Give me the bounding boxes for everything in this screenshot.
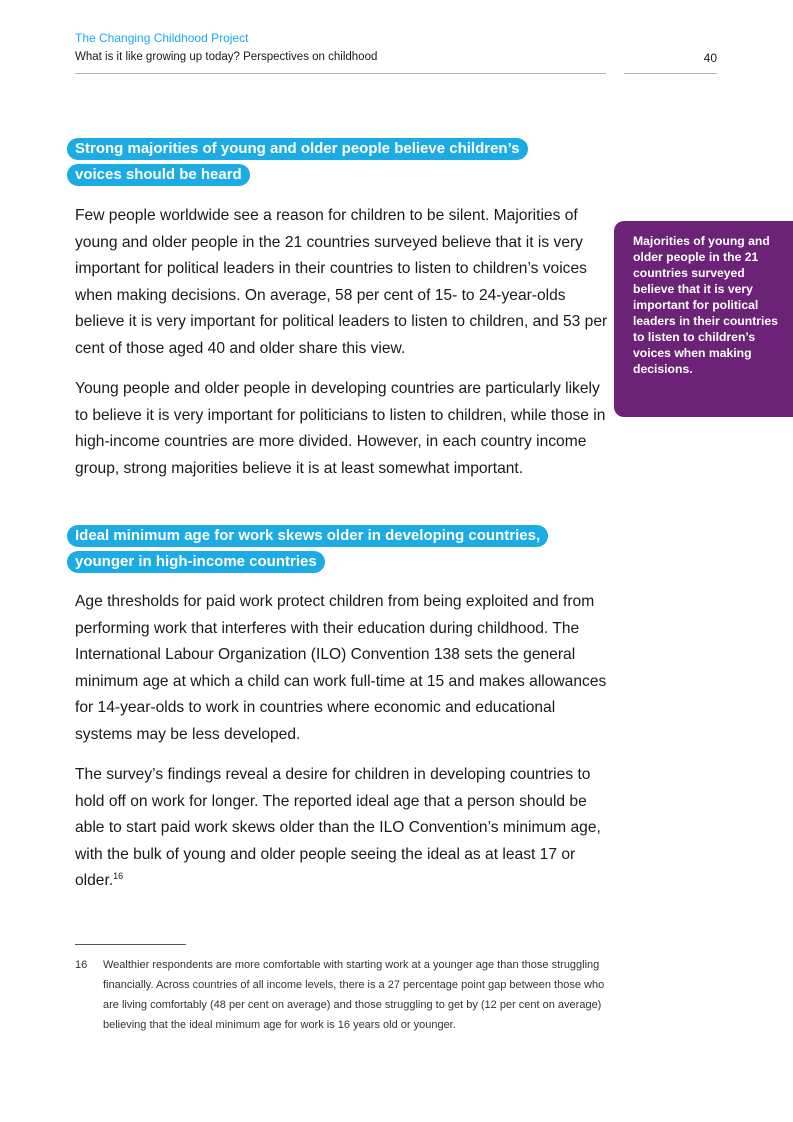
header-project-title: The Changing Childhood Project: [75, 31, 249, 45]
footnote-text: Wealthier respondents are more comfortable with starting work at a younger age than those struggling financially. Across countries of all income levels, there is a 27 percentage point gap between those who are living comfortably (48 per cent on average) and those struggling to get by (12 per cent on average) believing that the ideal minimum age for work is 16 years old or younger.: [103, 959, 605, 1031]
callout-text: Majorities of young and older people in the 21 countries surveyed believe that it is very important for political leaders in their countries to listen to children’s voices when making decisions.: [633, 234, 778, 376]
footnote-divider: [75, 944, 186, 945]
body-paragraph-text: The survey’s findings reveal a desire for children in developing countries to hold off on work for longer. The reported ideal age that a person should be able to start paid work skews older than the ILO Convention’s minimum age, with the bulk of young and older people seeing the ideal as at least 17 or older.: [75, 766, 601, 889]
section-heading-line: Ideal minimum age for work skews older in developing countries,: [67, 525, 548, 547]
body-paragraph: Young people and older people in developing countries are particularly likely to believe it is very important for politicians to listen to children, while those in high-income countries are more divided. However, in each country income group, strong majorities believe it is at least somewhat important.: [75, 380, 606, 477]
callout-box: [614, 221, 793, 417]
body-paragraph: [75, 762, 610, 895]
header-subtitle: What is it like growing up today? Perspectives on childhood: [75, 51, 378, 63]
section-heading-minimum-work-age: [67, 525, 548, 577]
footnote-number: 16: [75, 959, 88, 971]
header-divider: [75, 73, 606, 74]
section-heading-line: younger in high-income countries: [67, 551, 325, 573]
footnote-reference[interactable]: 16: [113, 870, 124, 881]
section-heading-line: voices should be heard: [67, 164, 250, 186]
page-number: 40: [703, 51, 717, 65]
body-paragraph: Age thresholds for paid work protect children from being exploited and from performing work that interferes with their education during childhood. The International Labour Organization (ILO) Convention 138 sets the general minimum age at which a child can work full-time at 15 and makes allowances for 14-year-olds to work in countries where economic and educational systems may be less developed.: [75, 593, 607, 743]
section-heading-children-voices: [67, 138, 528, 190]
page-number-divider: [624, 73, 717, 74]
footnote: [75, 955, 615, 1035]
body-paragraph: Few people worldwide see a reason for children to be silent. Majorities of young and older people in the 21 countries surveyed believe that it is very important for political leaders in their countries to listen to children’s voices when making decisions. On average, 58 per cent of 15- to 24-year-olds believe it is very important for political leaders to listen to children, and 53 per cent of those aged 40 and older share this view.: [75, 207, 608, 357]
section-heading-line: Strong majorities of young and older people believe children’s: [67, 138, 528, 160]
